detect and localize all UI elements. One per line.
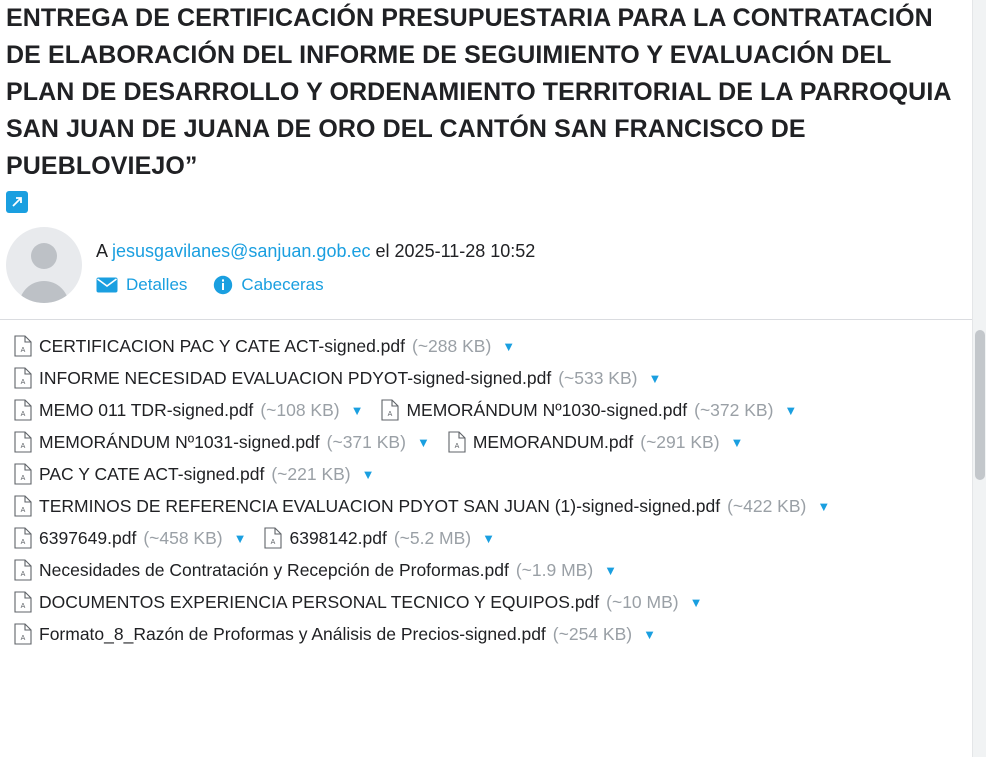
attachment-size: (~533 KB) (558, 367, 638, 388)
attachment-item[interactable] (14, 621, 656, 647)
svg-text:A: A (20, 443, 26, 450)
attachment-item[interactable] (14, 365, 661, 391)
svg-text:A: A (388, 411, 393, 418)
details-label: Detalles (126, 275, 188, 294)
meta-actions (96, 275, 535, 295)
sender-row (0, 215, 986, 313)
vertical-scrollbar[interactable] (972, 0, 986, 757)
pdf-file-icon (14, 623, 32, 645)
attachment-size: (~10 MB) (606, 591, 679, 612)
svg-text:A: A (20, 539, 26, 546)
attachment-size: (~1.9 MB) (515, 559, 594, 580)
sender-info (96, 227, 535, 295)
chevron-down-icon[interactable]: ▼ (361, 466, 375, 482)
attachment-item[interactable] (14, 429, 430, 455)
pdf-file-icon (14, 591, 32, 613)
chevron-down-icon[interactable]: ▼ (482, 530, 496, 546)
attachment-name[interactable]: MEMORÁNDUM Nº1031-signed.pdf (39, 431, 320, 452)
attachment-size: (~458 KB) (143, 527, 223, 548)
headers-button[interactable] (213, 275, 323, 295)
pdf-file-icon (14, 335, 32, 357)
attachment-size: (~422 KB) (727, 495, 807, 516)
attachment-item[interactable] (14, 525, 246, 551)
attachment-name[interactable]: Formato_8_Razón de Proformas y Análisis de Precios-signed.pdf (39, 623, 546, 644)
svg-text:A: A (20, 635, 26, 642)
attachment-size: (~221 KB) (271, 463, 351, 484)
svg-text:A: A (20, 603, 26, 610)
recipient-line (96, 239, 535, 263)
pdf-file-icon (14, 431, 32, 453)
attachment-name[interactable]: MEMORANDUM.pdf (472, 431, 634, 452)
attachment-item[interactable] (14, 557, 617, 583)
chevron-down-icon[interactable]: ▼ (784, 402, 798, 418)
attachment-row (0, 586, 986, 618)
attachment-item[interactable] (14, 461, 375, 487)
chevron-down-icon[interactable]: ▼ (416, 434, 430, 450)
chevron-down-icon[interactable]: ▼ (643, 626, 656, 642)
svg-text:A: A (20, 347, 26, 354)
svg-text:A: A (271, 539, 276, 546)
svg-text:A: A (20, 411, 26, 418)
pdf-file-icon (448, 431, 466, 453)
chevron-down-icon[interactable]: ▼ (648, 370, 662, 386)
attachment-item[interactable] (448, 429, 744, 455)
attachment-size: (~372 KB) (694, 399, 774, 420)
attachment-name[interactable]: DOCUMENTOS EXPERIENCIA PERSONAL TECNICO Y EQUIPOS.pdf (39, 591, 600, 612)
attachment-name[interactable]: INFORME NECESIDAD EVALUACION PDYOT-signed-signed.pdf (39, 367, 552, 388)
pdf-file-icon (264, 527, 282, 549)
attachment-name[interactable]: TERMINOS DE REFERENCIA EVALUACION PDYOT SAN JUAN (1)-signed-signed.pdf (39, 495, 721, 516)
pdf-file-icon (14, 495, 32, 517)
attachment-list (0, 319, 986, 650)
attachment-name[interactable]: MEMO 011 TDR-signed.pdf (39, 399, 254, 420)
recipient-email[interactable]: jesusgavilanes@sanjuan.gob.ec (112, 241, 371, 261)
svg-text:A: A (20, 379, 26, 386)
avatar-body (19, 281, 69, 303)
headers-label: Cabeceras (241, 275, 324, 294)
attachment-size: (~108 KB) (260, 399, 340, 420)
chevron-down-icon[interactable]: ▼ (730, 434, 744, 450)
attachment-name[interactable]: MEMORÁNDUM Nº1030-signed.pdf (406, 399, 688, 420)
envelope-icon (96, 277, 118, 293)
chevron-down-icon[interactable]: ▼ (689, 594, 703, 610)
attachment-row (0, 458, 986, 490)
svg-text:A: A (20, 571, 26, 578)
attachment-row (0, 554, 986, 586)
pdf-file-icon (14, 559, 32, 581)
open-in-new-icon[interactable] (6, 191, 28, 213)
info-icon (213, 275, 233, 295)
attachment-row (0, 362, 986, 394)
pdf-file-icon (14, 463, 32, 485)
svg-text:A: A (20, 475, 26, 482)
email-date: 2025-11-28 10:52 (394, 241, 536, 261)
popout-row (0, 185, 986, 215)
attachment-item[interactable] (14, 589, 702, 615)
chevron-down-icon[interactable]: ▼ (350, 402, 364, 418)
attachment-item[interactable] (381, 397, 797, 423)
attachment-name[interactable]: CERTIFICACION PAC Y CATE ACT-signed.pdf (39, 335, 405, 356)
attachment-row (0, 490, 986, 522)
attachment-size: (~371 KB) (326, 431, 406, 452)
attachment-row (0, 522, 986, 554)
pdf-file-icon (14, 399, 32, 421)
attachment-size: (~5.2 MB) (393, 527, 472, 548)
scrollbar-thumb[interactable] (975, 330, 985, 480)
svg-text:A: A (20, 507, 26, 514)
attachment-size: (~291 KB) (640, 431, 720, 452)
attachment-size: (~254 KB) (552, 623, 633, 644)
attachment-name[interactable]: Necesidades de Contratación y Recepción de Proformas.pdf (39, 559, 509, 580)
attachment-item[interactable] (264, 525, 495, 551)
chevron-down-icon[interactable]: ▼ (817, 498, 831, 514)
attachment-row (0, 394, 986, 426)
attachment-name[interactable]: 6397649.pdf (39, 527, 137, 548)
attachment-item[interactable] (14, 397, 363, 423)
date-prefix: el (375, 241, 390, 261)
chevron-down-icon[interactable]: ▼ (233, 530, 247, 546)
avatar-head (31, 243, 57, 269)
pdf-file-icon (14, 527, 32, 549)
page-title: ENTREGA DE CERTIFICACIÓN PRESUPUESTARIA PARA LA CONTRATACIÓN DE ELABORACIÓN DEL INFORME DE SEGUIMIENTO Y EVALUACIÓN DEL PLAN DE DESARROLLO Y ORDENAMIENTO TERRITORIAL DE LA PARROQUIA SAN JUAN DE JUANA DE ORO DEL CANTÓN SAN FRANCISCO DE PUEBLOVIEJO” (6, 4, 951, 180)
chevron-down-icon[interactable]: ▼ (604, 562, 618, 578)
avatar (6, 227, 82, 303)
attachment-size: (~288 KB) (412, 335, 492, 356)
attachment-item[interactable] (14, 493, 830, 519)
attachment-row (0, 426, 986, 458)
pdf-file-icon (381, 399, 399, 421)
recipient-prefix: A (96, 241, 108, 261)
attachment-name[interactable]: PAC Y CATE ACT-signed.pdf (39, 463, 265, 484)
chevron-down-icon[interactable]: ▼ (502, 338, 516, 354)
pdf-file-icon (14, 367, 32, 389)
attachment-row (0, 618, 986, 650)
attachment-row (0, 330, 986, 362)
svg-text:A: A (454, 443, 460, 450)
attachment-item[interactable] (14, 333, 515, 359)
details-button[interactable] (96, 275, 187, 295)
attachment-name[interactable]: 6398142.pdf (289, 527, 387, 548)
